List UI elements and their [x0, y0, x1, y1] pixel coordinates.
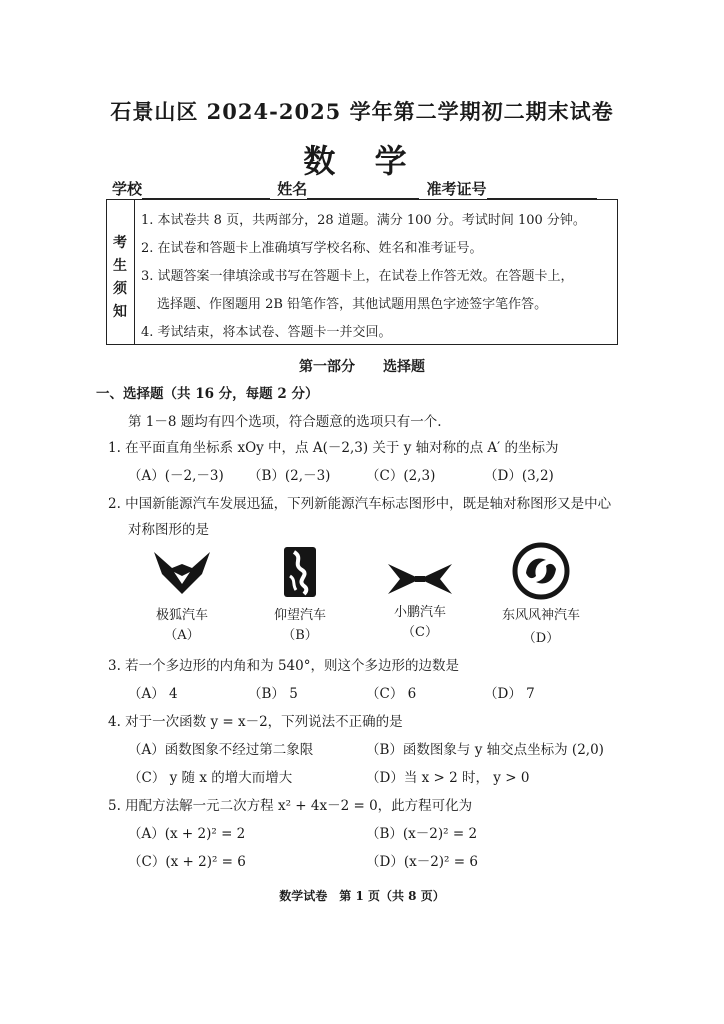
- notice-item: 1. 本试卷共 8 页，共两部分，28 道题。满分 100 分。考试时间 100 分钟。: [141, 213, 586, 228]
- exam-notice-box: [106, 199, 618, 345]
- question-4-option-b: （B）函数图象与 y 轴交点坐标为 (2,0): [366, 742, 604, 758]
- notice-item: 2. 在试卷和答题卡上准确填写学校名称、姓名和准考证号。: [141, 241, 483, 256]
- logo-c-letter: （C）: [402, 625, 438, 640]
- notice-side-char: 生: [113, 258, 127, 274]
- question-1-option-c: （C）(2,3): [366, 468, 436, 484]
- question-4-stem: 4. 对于一次函数 y = x－2，下列说法不正确的是: [108, 714, 403, 730]
- school-field[interactable]: [142, 182, 270, 199]
- question-4-option-a: （A）函数图象不经过第二象限: [128, 742, 314, 758]
- question-2-stem-cont: 对称图形的是: [128, 522, 209, 538]
- logo-a-letter: （A）: [164, 628, 200, 643]
- part-heading: 一、选择题（共 16 分，每题 2 分）: [96, 386, 319, 402]
- notice-side-char: 考: [113, 235, 127, 251]
- name-field[interactable]: [307, 182, 419, 199]
- notice-item: 3. 试题答案一律填涂或书写在答题卡上，在试卷上作答无效。在答题卡上，: [141, 269, 574, 284]
- question-3-stem: 3. 若一个多边形的内角和为 540°，则这个多边形的边数是: [108, 658, 459, 674]
- question-1-stem: 1. 在平面直角坐标系 xOy 中，点 A(－2,3) 关于 y 轴对称的点 A′ 的坐标为: [108, 440, 559, 456]
- student-info-row: [112, 178, 597, 199]
- question-4-option-c: （C） y 随 x 的增大而增大: [128, 770, 293, 786]
- notice-side-char: 须: [113, 281, 127, 297]
- logo-a-caption: 极狐汽车: [155, 608, 208, 623]
- logo-d-caption: 东风风神汽车: [501, 608, 580, 623]
- notice-side-char: 知: [113, 304, 127, 320]
- exam-id-field[interactable]: [487, 182, 597, 199]
- question-3-option-a: （A） 4: [128, 686, 178, 702]
- yangwang-logo-icon: [282, 546, 318, 598]
- logo-c-caption: 小鹏汽车: [393, 605, 446, 620]
- question-5-option-a: （A）(x + 2)² = 2: [128, 826, 246, 842]
- question-4-option-d: （D）当 x > 2 时， y > 0: [366, 770, 530, 786]
- question-5-option-d: （D）(x－2)² = 6: [366, 854, 478, 870]
- question-5-option-c: （C）(x + 2)² = 6: [128, 854, 246, 870]
- question-5-option-b: （B）(x－2)² = 2: [366, 826, 478, 842]
- part-note: 第 1－8 题均有四个选项，符合题意的选项只有一个.: [128, 414, 442, 430]
- exam-id-label: 准考证号: [426, 180, 487, 198]
- question-1-option-a: （A）(－2,－3): [128, 468, 224, 484]
- question-3-option-d: （D） 7: [484, 686, 535, 702]
- name-label: 姓名: [277, 180, 308, 198]
- xpeng-logo-icon: [386, 560, 454, 598]
- logo-b-letter: （B）: [282, 628, 318, 643]
- question-3-option-c: （C） 6: [366, 686, 417, 702]
- section-title: 第一部分 选择题: [299, 359, 425, 375]
- question-5-stem: 5. 用配方法解一元二次方程 x² + 4x－2 = 0，此方程可化为: [108, 798, 473, 814]
- school-label: 学校: [112, 180, 143, 198]
- notice-side-label: [107, 200, 135, 344]
- dongfeng-logo-icon: [512, 542, 570, 600]
- question-3-option-b: （B） 5: [248, 686, 298, 702]
- exam-title: 石景山区 2024-2025 学年第二学期初二期末试卷: [110, 99, 614, 124]
- logo-d-letter: （D）: [522, 631, 560, 646]
- notice-item: 选择题、作图题用 2B 铅笔作答，其他试题用黑色字迹签字笔作答。: [157, 297, 548, 312]
- question-1-option-b: （B）(2,－3): [248, 468, 331, 484]
- page-footer: 数学试卷 第 1 页（共 8 页）: [279, 889, 445, 903]
- subject-title: 数 学: [303, 142, 421, 180]
- jihu-logo-icon: [152, 550, 212, 596]
- question-2-stem: 2. 中国新能源汽车发展迅猛，下列新能源汽车标志图形中，既是轴对称图形又是中心: [108, 496, 612, 512]
- notice-item: 4. 考试结束，将本试卷、答题卡一并交回。: [141, 325, 392, 340]
- question-1-option-d: （D）(3,2): [484, 468, 554, 484]
- logo-b-caption: 仰望汽车: [273, 608, 326, 623]
